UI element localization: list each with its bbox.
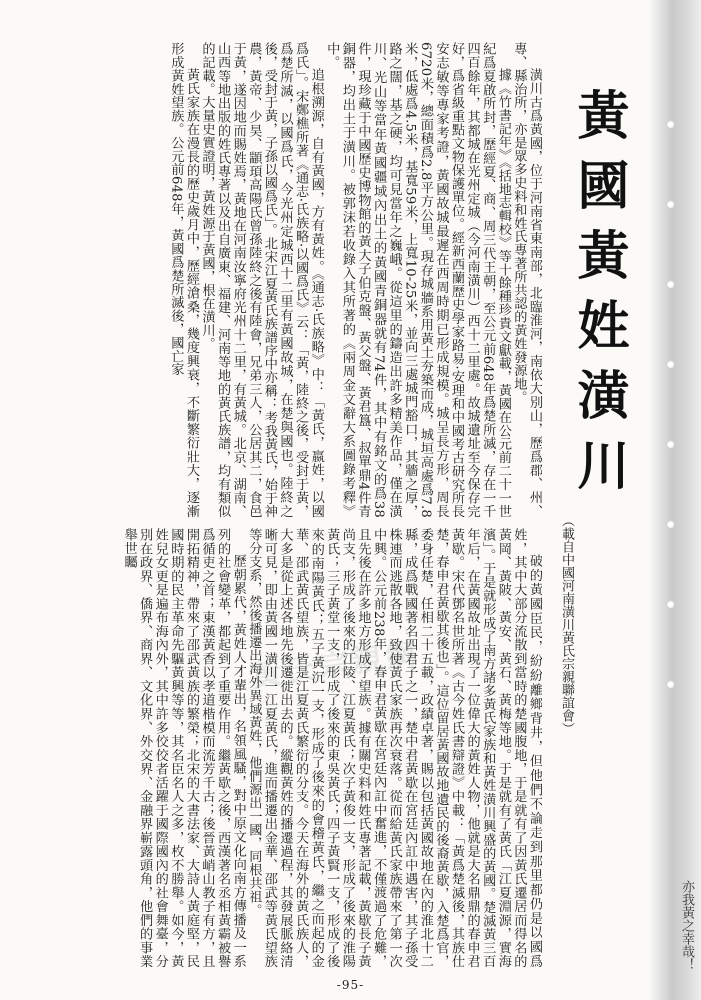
paragraph: 潢川古爲黃國，位于河南省東南部，北臨淮河，南依大別山，歷爲郡、州、專、縣治所，亦是眾多史料和姓氏專著所共認的黃姓發源地。 xyxy=(511,42,542,518)
paragraph: 歷朝累代，黃姓人才輩出，名領風騷，對中原文化向南方傳播及一系列的社會變革，都起到了重要作用。繼黃歇之後，西漢著名丞相黃霸被譽爲循吏之首；東漢黃香以孝道楷模而流芳千古；後晉黃峭山教子有方，且開拓精神，帶來了邵武黃族的繁榮；北宋的大書法家、大詩人黃庭堅，民國時期的民主革命先驅黃興等等，其名臣名人之多，枚不勝舉。如今，黃姓兒女更是遍布海內外，其中許多佼佼者活躍于國際國內的社會舞臺，分別在政界、僑界、商界、文化界、外交界、金融界嶄露頭角，他們的事業舉世矚 xyxy=(121,528,246,968)
watermark: 黃氏宗親網 xyxy=(248,636,423,695)
margin-note: 亦我黃之幸哉！ xyxy=(679,880,694,971)
page-number: -95- xyxy=(336,978,365,992)
paragraph: 黃氏家族在漫長的歷史歲月中，歷經滄桑，幾度興衰，不斷繁衍壯大，逐漸形成黃姓望族。公元前648年，黃國爲楚所滅後，國亡家 xyxy=(168,42,199,518)
paragraph: 追根溯源，自有黃國，方有黃姓。《通志·氏族略》中：「黃氏，嬴姓，以國爲氏」。宋鄭樵所著《通志·氏族略·以國爲氏》云：「黃，陸終之後，受封于黃，爲楚所滅，以國爲氏，今光州定城西十二里有黃國故城，在楚與國也。陸終之後，受封于黃，子孫以國爲氏」。北宋江夏黃氏族譜序中亦稱：考我黃氏，始于神農，黃帝、少昊、顓頊高陽氏曾孫陸終之後有陸會，兄弟三人，公居其二，食邑于黃，遂因地而賜姓焉，黃地在河南汝寧府光州十二里，有黃城。北京、湖南、山西等地出版的姓氏專著以及出自廣東、福建、河南等地的黃氏族譜，均有類似的記載。大量史實證明，黃姓源于黃國，根在潢川。 xyxy=(199,42,324,518)
paragraph: 破的黃國臣民，紛紛離鄉背井，但他們不論走到那里都仍是以國爲姓，其中大部分流散到當時的楚國腹地，于是就有了因黃氏遷居而得名的黃岡、黃陂、黃安、黃石、黃梅等地。于是就有了黃氏「江夏淵源，實海濱」。于是就形成了南方諸多黃氏家族和黃姓潢川興盛的黃國。楚滅黃三百年后，在黃國故址出現了一位偉大的黃姓人物，他就是大名鼎鼎的春申君黃歇。宋代鄧名世所著《古今姓氏書辯證》中載：「黃爲楚滅後，其族仕楚，春申君黃歇其後也」。這位留居黃國故地遺民的後裔黃歇，入楚爲官，委身任楚，任相二十五載，政績卓著，賜以包括黃國故地在內的淮北十二縣，成爲戰國著名四君子之一，楚中君黃歇在宮廷內訌中遇害，其子孫受株連而逃散各地，致使黃氏家族再次衰落。從而給黃氏家族帶來了第一次中興。公元前238年，春申君黃歇在宮廷內訌中奮進，不僅渡過了危難，且先後在許多地方形成了望族。據有關史料和姓氏專著記載，黃歇長子黃尚支，形成了後來的江陵、江夏黃氏；次子黃俊一支，形成了後來的淮陽黃氏；三子黃堂一支，形成了後來的東吳黃氏；四子黃賢一支，形成了後來的南陽黃氏；五子黃沉一支，形成了後來的會稽黃氏，繼之而起的金華、邵武黃氏望族，皆是江夏黃氏繁衍的分支。今天在海外的黃氏族人，大多是從上述各地先後遷徙出去的。縱觀黃姓的播遷過程，其發展脈絡清晰可見，即由黃國一潢川一江夏黃氏，進而播遷出金華、邵武等黃氏望族等分支系，然後播遷出海外異域黃姓，他們源出一國，同根共祖。 xyxy=(246,528,542,968)
page-title: 黃國黃姓潢川 xyxy=(568,88,629,508)
upper-text-block xyxy=(50,42,542,518)
binding-hole-icon xyxy=(666,280,675,289)
binding-hole-icon xyxy=(666,120,675,129)
binding-hole-icon xyxy=(666,440,675,449)
lower-text-block xyxy=(50,528,542,968)
binding-hole-icon xyxy=(666,360,675,369)
binding-hole-icon xyxy=(666,680,675,689)
source-note: （載自中國河南潢川黃氏宗親聯誼會） xyxy=(559,514,574,735)
binding-hole-icon xyxy=(666,520,675,529)
paragraph: 據《竹書記年》《括地志輯校》等十餘種珍貴文獻載，黃國在公元前二十一世紀爲夏啟所封，歷經夏、商、周三代王朝，至公元前648年爲楚所滅，存在一千四百餘年，其都城在光州定城（今河南潢川）西十二里處。故城遺址至今保存完好，爲省級重點文物保護單位。經新西蘭歷史學家路易·安理和中國考古研究所長安志敏等專家考證，黃國故城最遲在西周時期已形成規模。城呈長方形，周長6720米，總面積爲2.8平方公里。現存城牆系用黃土夯築而成，城垣高處爲7.8米，低處爲4.5米，基寬59米，上寬10-25米，並向三處城門豁口，其牆之厚，路之闊，基之硬，均可見當年之巍峨。從這里的鑄造出許多精美作品，僅在潢川、光山等當年黃國疆域內出土的黃國青銅器就有74件，其中有銘文的爲38件，現珍藏于中國歷史博物館的黃大子伯克盤、黃父盤、黃君簋、叔單鼎4件青銅器，均出土于潢川。被郭沫若收錄入其所著的《兩周金文辭大系圖錄考釋》中。 xyxy=(324,42,511,518)
binding-hole-icon xyxy=(666,200,675,209)
page-binding-edge xyxy=(649,0,701,1000)
binding-hole-icon xyxy=(666,600,675,609)
